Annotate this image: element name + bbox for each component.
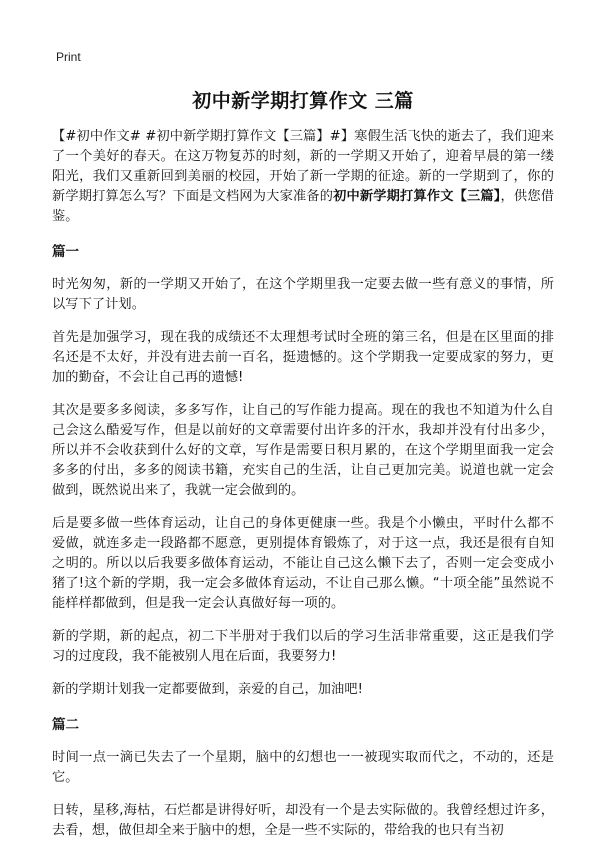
print-link[interactable]: Print	[56, 50, 81, 64]
paragraph: 新的学期计划我一定都要做到，亲爱的自己，加油吧!	[52, 682, 363, 697]
intro-paragraph	[52, 127, 554, 227]
paragraph: 其次是要多多阅读，多多写作，让自己的写作能力提高。现在的我也不知道为什么自己会这么酷爱写作，但是以前好的文章需要付出许多的汗水，我却并没有付出多少，所以并不会收获到什么好的文章，写作是需要日积月累的，在这个学期里面我一定会多多的付出，多多的阅读书籍，充实自己的生活，让自己更加完美。说道也就一定会做到，既然说出来了，我就一定会做到的。	[52, 403, 554, 498]
paragraph: 日转，星移,海枯，石烂都是讲得好听，却没有一个是去实际做的。我曾经想过许多，去看，想，做但却全来于脑中的想，全是一些不实际的，带给我的也只有当初	[52, 803, 554, 838]
page-title: 初中新学期打算作文 三篇	[192, 90, 414, 112]
paragraph: 新的学期，新的起点，初二下半册对于我们以后的学习生活非常重要，这正是我们学习的过度段，我不能被别人甩在后面，我要努力!	[52, 629, 554, 664]
section-heading-1: 篇一	[52, 244, 79, 260]
paragraph: 后是要多做一些体育运动，让自己的身体更健康一些。我是个小懒虫，平时什么都不爱做，就连多走一段路都不愿意，更别提体育锻炼了，对于这一点，我还是很有自知之明的。所以以后我要多做体育运动，不能让自己这么懒下去了，否则一定会变成小猪了!这个新的学期，我一定会多做体育运动，不让自己那么懒。“十项全能”虽然说不能样样都做到，但是我一定会认真做好每一项的。	[52, 516, 554, 611]
paragraph: 时间一点一滴已失去了一个星期，脑中的幻想也一一被现实取而代之，不动的，还是它。	[52, 750, 554, 785]
intro-text-end: ，供您借鉴。	[52, 189, 554, 224]
intro-bold-title: 初中新学期打算作文【三篇】	[333, 189, 501, 204]
paragraph: 时光匆匆，新的一学期又开始了，在这个学期里我一定要去做一些有意义的事情，所以写下了计划。	[52, 277, 554, 312]
intro-text: 【#初中作文# #初中新学期打算作文【三篇】#】寒假生活飞快的逝去了，我们迎来了一个美好的春天。在这万物复苏的时刻，新的一学期又开始了，迎着早晨的第一缕阳光，我们又重新回到美丽的校园，开始了新一学期的征途。新的一学期到了，你的新学期打算怎么写？下面是文档网为大家准备的	[52, 129, 554, 204]
paragraph: 首先是加强学习，现在我的成绩还不太理想考试时全班的第三名，但是在区里面的排名还是不太好，并没有进去前一百名，挺遗憾的。这个学期我一定要成家的努力，更加的勤奋，不会让自己再的遗憾!	[52, 330, 554, 385]
section-heading-2: 篇二	[52, 717, 79, 733]
